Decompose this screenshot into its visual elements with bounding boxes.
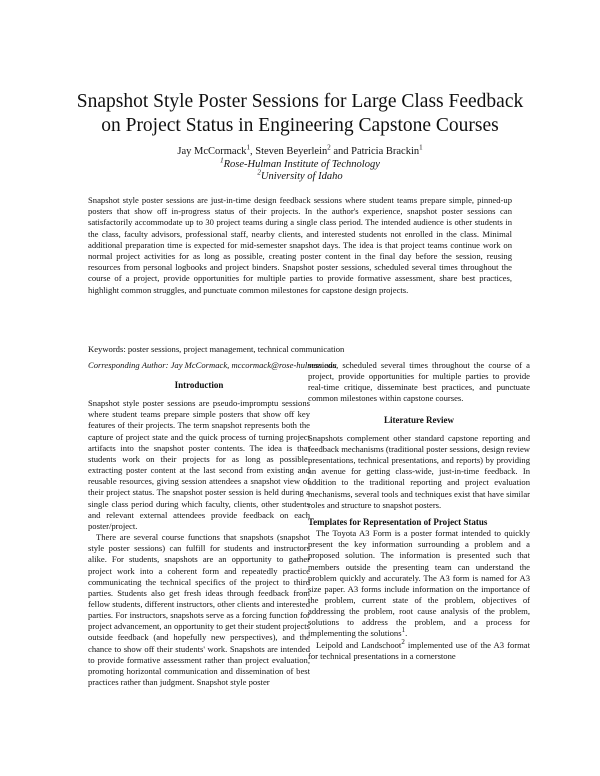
citation-2: 2 bbox=[401, 637, 405, 646]
section-heading-literature-review: Literature Review bbox=[383, 414, 455, 425]
intro-paragraph-2: There are several course functions that snapshots (snapshot style poster sessions) can fulfill for students and instructors alike. For students, snapshots are an opportunity to gather project work into a coherent form and repeatedly practice communicating the technical specifics of the project to third parties. Students also get fresh ideas through feedback from fellow students, different instructors, other clients and interested parties. For instructors, snapshots serve as a forcing function for project advancement, an opportunity to get their student projects outside feedback (and hopefully new perspectives), and the chance to show off their students' work. Snapshots are intended to provide formative assessment rather than project evaluation, promoting horizontal communication and dissemination of best practices rather than judgment. Snapshot style poster bbox=[88, 532, 310, 688]
templates-paragraph-end: . bbox=[405, 628, 408, 639]
templates-paragraph bbox=[308, 528, 530, 640]
author-1: Jay McCormack bbox=[177, 146, 247, 157]
intro-continuation: sessions, scheduled several times throughout the course of a project, provide opportunities for multiple parties to provide real-time critique, disseminate best practices, and punctuate common milestones within capstone courses. bbox=[308, 360, 530, 404]
affiliation-2-sup: 2 bbox=[257, 168, 261, 177]
author-2-sup: 2 bbox=[327, 143, 331, 152]
section-heading-introduction: Introduction bbox=[174, 380, 224, 390]
title-line-1: Snapshot Style Poster Sessions for Large Class Feedback bbox=[76, 91, 524, 112]
title-line-2: on Project Status in Engineering Capstone Courses bbox=[101, 115, 499, 136]
leipold-text-start: Leipold and Landschoot bbox=[316, 639, 402, 650]
citation-1: 1 bbox=[401, 626, 406, 635]
author-3-sup: 1 bbox=[419, 143, 423, 152]
author-3: and Patricia Brackin bbox=[330, 146, 420, 157]
leipold-text-rest: implemented use of the A3 format for technical presentations in a cornerstone bbox=[308, 639, 530, 661]
lit-review-paragraph-1: Snapshots complement other standard capstone reporting and feedback mechanisms (traditional poster sessions, design review presentations, technical presentations, and reports) by providing an avenue for getting class-wide, just-in-time feedback. In addition to the traditional reporting and project evaluation mechanisms, several tools and techniques exist that have similar roles and structure to snapshot posters. bbox=[308, 432, 530, 510]
corresponding-author: Corresponding Author: Jay McCormack, mccormack@rose-hulman.edu bbox=[88, 360, 337, 370]
paper-title bbox=[40, 90, 560, 138]
right-column bbox=[308, 360, 530, 662]
author-1-sup: 1 bbox=[246, 143, 250, 152]
affiliation-2-name: University of Idaho bbox=[260, 171, 343, 182]
author-block bbox=[40, 143, 560, 184]
affiliation-1-name: Rose-Hulman Institute of Technology bbox=[223, 158, 380, 170]
author-2: , Steven Beyerlein bbox=[249, 146, 328, 157]
affiliation-2 bbox=[40, 168, 560, 184]
templates-paragraph-text: The Toyota A3 Form is a poster format intended to quickly present the key information surrounding a problem and a proposed solution. The information is presented such that members outside the presenting team can understand the problem quickly and accurately. The A3 form is named for A3 size paper. A3 forms include information on the importance of the problem, current state of the problem, objectives of addressing the problem, root cause analysis of the problem, solutions to address the problem, and a process for implementing the solutions bbox=[308, 528, 530, 639]
left-column bbox=[88, 380, 310, 688]
keywords: Keywords: poster sessions, project management, technical communication bbox=[88, 344, 345, 354]
affiliation-1 bbox=[40, 156, 560, 172]
abstract: Snapshot style poster sessions are just-in-time design feedback sessions where student teams prepare simple, pinned-up posters that show off in-progress status of their projects. In the author's experience, snapshot poster sessions can satisfactorily accommodate up to 30 project teams during a single class period. The intended audience is other students in the class, faculty advisors, professional staff, nearby clients, and interested students not enrolled in the class. Minimal additional preparation time is expected for mid-semester snapshot days. The idea is that project teams continue work on normal project activities for as long as possible, creating poster content in the final day before the session, reusing resources from personal logbooks and project binders. Snapshot poster sessions, scheduled several times throughout the course of a project, provide opportunities for multiple parties to provide formative assessment, share best practices, highlight common struggles, and punctuate common milestones for capstone design projects. bbox=[88, 195, 512, 295]
leipold-paragraph bbox=[308, 637, 530, 662]
author-list bbox=[40, 143, 560, 159]
intro-paragraph-1: Snapshot style poster sessions are pseudo-impromptu sessions where student teams prepare simple posters that show off key features of their projects. The term snapshot represents both the capture of project state and the quick process of turning project artifacts into the snapshot poster contents. The idea is that students work on their projects for as long as possible, extracting poster content at the last second from existing and reusable resources, giving session attendees a snapshot view of their project status. The snapshot poster session is held during a single class period during which faculty, clients, other students and relevant external attendees provide feedback on each poster/project. bbox=[88, 398, 310, 531]
subsection-heading-templates: Templates for Representation of Project Status bbox=[308, 516, 488, 527]
affiliation-1-sup: 1 bbox=[220, 156, 224, 164]
